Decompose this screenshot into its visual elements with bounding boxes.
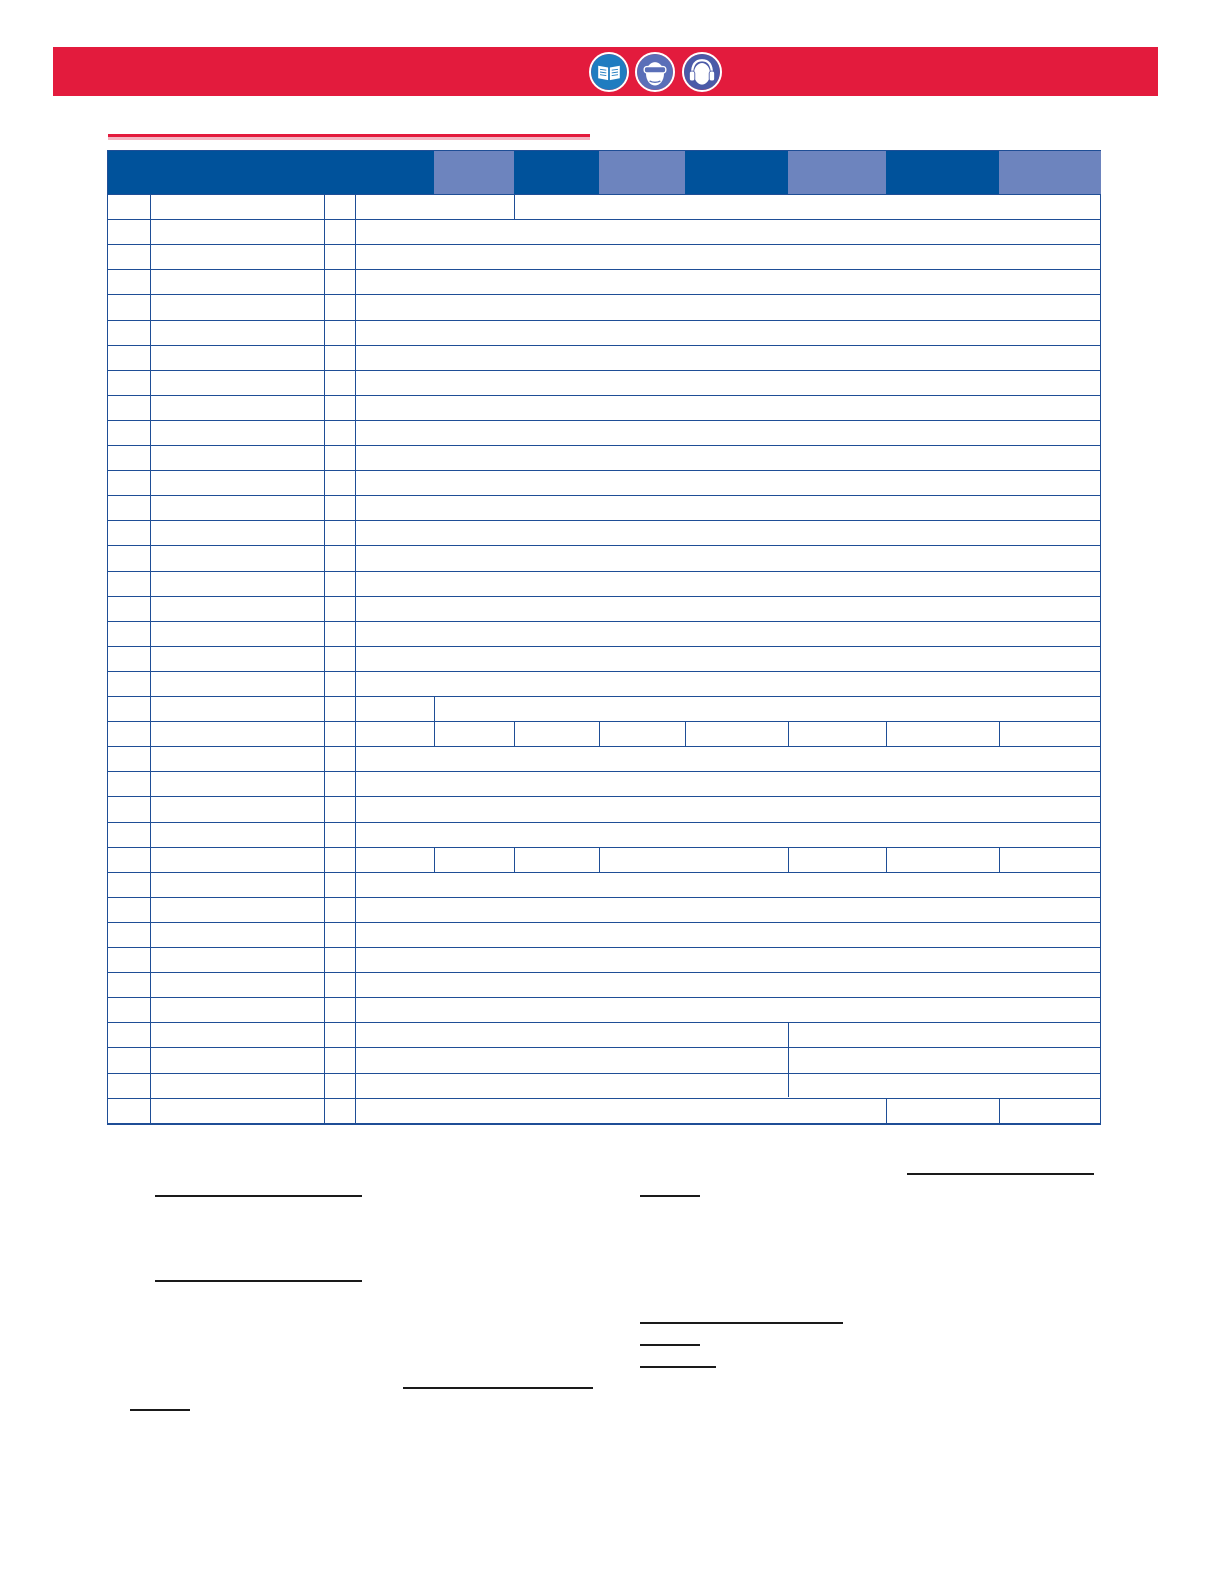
row-divider <box>108 922 1100 923</box>
row-divider <box>108 571 1100 572</box>
note-underline <box>155 1280 362 1282</box>
row-divider <box>108 420 1100 421</box>
row-divider <box>108 721 1100 722</box>
row-divider <box>108 1123 1100 1124</box>
row-divider <box>108 972 1100 973</box>
row-divider <box>108 395 1100 396</box>
column-divider <box>355 194 356 1123</box>
column-divider <box>434 721 435 746</box>
row-divider <box>108 370 1100 371</box>
column-divider <box>434 696 435 721</box>
row-divider <box>108 796 1100 797</box>
column-divider <box>999 1098 1000 1123</box>
header-cell <box>886 151 999 194</box>
note-underline <box>640 1195 700 1197</box>
specification-table <box>107 150 1101 1125</box>
row-divider <box>108 345 1100 346</box>
row-divider <box>108 997 1100 998</box>
safety-goggles-icon <box>635 52 675 92</box>
column-divider <box>999 721 1000 746</box>
row-divider <box>108 495 1100 496</box>
header-cell <box>514 151 599 194</box>
row-divider <box>108 294 1100 295</box>
row-divider <box>108 470 1100 471</box>
row-divider <box>108 269 1100 270</box>
row-divider <box>108 1073 1100 1074</box>
row-divider <box>108 822 1100 823</box>
row-divider <box>108 671 1100 672</box>
row-divider <box>108 1022 1100 1023</box>
column-divider <box>685 721 686 746</box>
read-manual-icon <box>589 52 629 92</box>
note-underline <box>907 1173 1094 1175</box>
row-divider <box>108 194 1100 195</box>
header-cell <box>599 151 685 194</box>
row-divider <box>108 947 1100 948</box>
note-underline <box>403 1387 593 1389</box>
row-divider <box>108 621 1100 622</box>
note-underline <box>640 1322 843 1324</box>
column-divider <box>514 194 515 219</box>
row-divider <box>108 219 1100 220</box>
ear-protection-icon <box>682 52 722 92</box>
column-divider <box>788 1022 789 1097</box>
row-divider <box>108 520 1100 521</box>
row-divider <box>108 244 1100 245</box>
row-divider <box>108 1047 1100 1048</box>
header-cell <box>434 151 514 194</box>
column-divider <box>434 847 435 872</box>
row-divider <box>108 445 1100 446</box>
column-divider <box>886 721 887 746</box>
column-divider <box>599 847 600 872</box>
column-divider <box>324 194 325 1123</box>
header-cell <box>108 151 150 194</box>
header-cell <box>355 151 434 194</box>
column-divider <box>999 847 1000 872</box>
note-underline <box>640 1366 716 1368</box>
row-divider <box>108 746 1100 747</box>
row-divider <box>108 771 1100 772</box>
column-divider <box>150 194 151 1123</box>
row-divider <box>108 545 1100 546</box>
header-cell <box>685 151 788 194</box>
note-underline <box>130 1409 190 1411</box>
column-divider <box>599 721 600 746</box>
header-cell <box>150 151 324 194</box>
column-divider <box>788 721 789 746</box>
row-divider <box>108 872 1100 873</box>
row-divider <box>108 1098 1100 1099</box>
column-divider <box>514 721 515 746</box>
row-divider <box>108 847 1100 848</box>
row-divider <box>108 696 1100 697</box>
column-divider <box>788 847 789 872</box>
column-divider <box>886 847 887 872</box>
row-divider <box>108 646 1100 647</box>
header-cell <box>999 151 1101 194</box>
note-underline <box>640 1344 700 1346</box>
header-cell <box>788 151 886 194</box>
row-divider <box>108 320 1100 321</box>
section-title-rule-shadow <box>108 137 590 140</box>
row-divider <box>108 596 1100 597</box>
column-divider <box>886 1098 887 1123</box>
note-underline <box>155 1195 362 1197</box>
row-divider <box>108 897 1100 898</box>
column-divider <box>514 847 515 872</box>
header-cell <box>324 151 355 194</box>
